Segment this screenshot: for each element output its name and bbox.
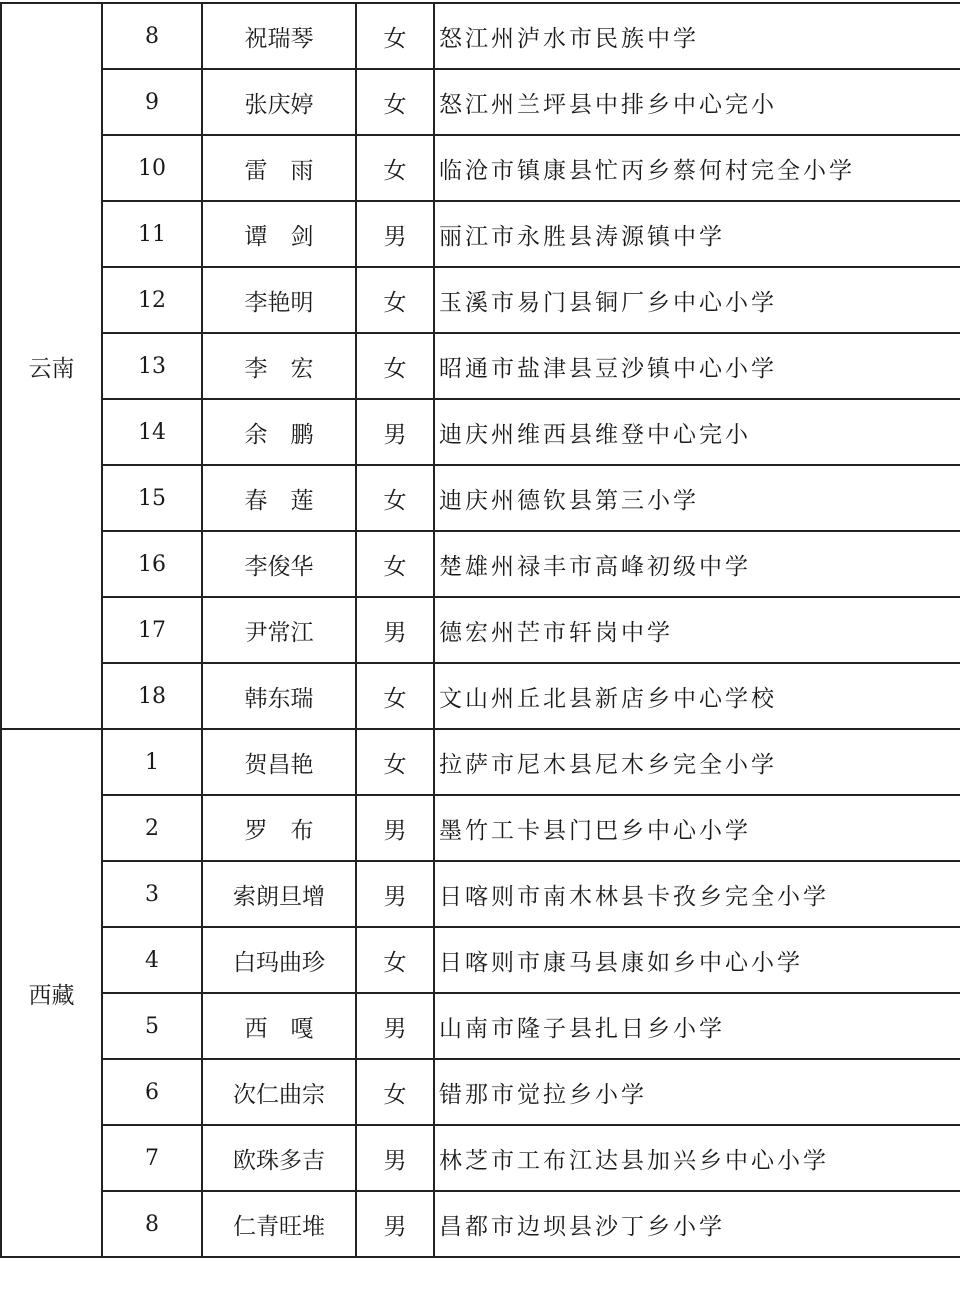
- table-row: [1, 597, 960, 663]
- gender-cell: 女: [356, 531, 434, 597]
- name-cell: 罗 布: [202, 795, 356, 861]
- number-cell: 12: [102, 267, 202, 333]
- number-cell: 8: [102, 3, 202, 69]
- teacher-list-table: [0, 2, 960, 1258]
- table-body: [1, 3, 960, 1257]
- number-cell: 6: [102, 1059, 202, 1125]
- table-row: [1, 663, 960, 729]
- table-row: [1, 795, 960, 861]
- gender-cell: 男: [356, 993, 434, 1059]
- number-cell: 7: [102, 1125, 202, 1191]
- number-cell: 3: [102, 861, 202, 927]
- gender-cell: 男: [356, 795, 434, 861]
- number-cell: 18: [102, 663, 202, 729]
- gender-cell: 男: [356, 399, 434, 465]
- table-row: [1, 69, 960, 135]
- name-cell: 春 莲: [202, 465, 356, 531]
- name-cell: 雷 雨: [202, 135, 356, 201]
- number-cell: 13: [102, 333, 202, 399]
- school-cell: 临沧市镇康县忙丙乡蔡何村完全小学: [434, 135, 960, 201]
- name-cell: 西 嘎: [202, 993, 356, 1059]
- region-cell: 云南: [1, 3, 102, 729]
- number-cell: 8: [102, 1191, 202, 1257]
- region-cell: 西藏: [1, 729, 102, 1257]
- school-cell: 怒江州兰坪县中排乡中心完小: [434, 69, 960, 135]
- gender-cell: 女: [356, 729, 434, 795]
- school-cell: 日喀则市南木林县卡孜乡完全小学: [434, 861, 960, 927]
- gender-cell: 男: [356, 1191, 434, 1257]
- school-cell: 日喀则市康马县康如乡中心小学: [434, 927, 960, 993]
- table-row: [1, 993, 960, 1059]
- gender-cell: 女: [356, 663, 434, 729]
- table-row: [1, 1125, 960, 1191]
- school-cell: 昭通市盐津县豆沙镇中心小学: [434, 333, 960, 399]
- number-cell: 9: [102, 69, 202, 135]
- school-cell: 迪庆州德钦县第三小学: [434, 465, 960, 531]
- school-cell: 丽江市永胜县涛源镇中学: [434, 201, 960, 267]
- school-cell: 错那市觉拉乡小学: [434, 1059, 960, 1125]
- name-cell: 祝瑞琴: [202, 3, 356, 69]
- gender-cell: 女: [356, 3, 434, 69]
- table-row: [1, 333, 960, 399]
- school-cell: 拉萨市尼木县尼木乡完全小学: [434, 729, 960, 795]
- table-row: [1, 927, 960, 993]
- name-cell: 白玛曲珍: [202, 927, 356, 993]
- table-row: [1, 135, 960, 201]
- number-cell: 5: [102, 993, 202, 1059]
- table-row: [1, 531, 960, 597]
- school-cell: 迪庆州维西县维登中心完小: [434, 399, 960, 465]
- number-cell: 16: [102, 531, 202, 597]
- gender-cell: 女: [356, 1059, 434, 1125]
- gender-cell: 女: [356, 267, 434, 333]
- number-cell: 14: [102, 399, 202, 465]
- name-cell: 李俊华: [202, 531, 356, 597]
- gender-cell: 男: [356, 1125, 434, 1191]
- name-cell: 次仁曲宗: [202, 1059, 356, 1125]
- school-cell: 墨竹工卡县门巴乡中心小学: [434, 795, 960, 861]
- table-row: [1, 267, 960, 333]
- school-cell: 德宏州芒市轩岗中学: [434, 597, 960, 663]
- gender-cell: 女: [356, 69, 434, 135]
- gender-cell: 女: [356, 465, 434, 531]
- school-cell: 昌都市边坝县沙丁乡小学: [434, 1191, 960, 1257]
- gender-cell: 女: [356, 927, 434, 993]
- gender-cell: 男: [356, 861, 434, 927]
- table-row: [1, 1059, 960, 1125]
- name-cell: 张庆婷: [202, 69, 356, 135]
- name-cell: 谭 剑: [202, 201, 356, 267]
- name-cell: 余 鹏: [202, 399, 356, 465]
- number-cell: 11: [102, 201, 202, 267]
- name-cell: 贺昌艳: [202, 729, 356, 795]
- school-cell: 文山州丘北县新店乡中心学校: [434, 663, 960, 729]
- table-row: [1, 1191, 960, 1257]
- gender-cell: 男: [356, 597, 434, 663]
- school-cell: 林芝市工布江达县加兴乡中心小学: [434, 1125, 960, 1191]
- school-cell: 玉溪市易门县铜厂乡中心小学: [434, 267, 960, 333]
- name-cell: 李艳明: [202, 267, 356, 333]
- name-cell: 仁青旺堆: [202, 1191, 356, 1257]
- table-row: [1, 399, 960, 465]
- school-cell: 怒江州泸水市民族中学: [434, 3, 960, 69]
- table-row: [1, 729, 960, 795]
- number-cell: 17: [102, 597, 202, 663]
- name-cell: 尹常江: [202, 597, 356, 663]
- name-cell: 李 宏: [202, 333, 356, 399]
- number-cell: 2: [102, 795, 202, 861]
- number-cell: 15: [102, 465, 202, 531]
- gender-cell: 女: [356, 135, 434, 201]
- table-row: [1, 465, 960, 531]
- name-cell: 韩东瑞: [202, 663, 356, 729]
- school-cell: 山南市隆子县扎日乡小学: [434, 993, 960, 1059]
- table-row: [1, 201, 960, 267]
- number-cell: 1: [102, 729, 202, 795]
- gender-cell: 男: [356, 201, 434, 267]
- school-cell: 楚雄州禄丰市高峰初级中学: [434, 531, 960, 597]
- name-cell: 索朗旦增: [202, 861, 356, 927]
- number-cell: 10: [102, 135, 202, 201]
- table-row: [1, 861, 960, 927]
- name-cell: 欧珠多吉: [202, 1125, 356, 1191]
- number-cell: 4: [102, 927, 202, 993]
- table-row: [1, 3, 960, 69]
- gender-cell: 女: [356, 333, 434, 399]
